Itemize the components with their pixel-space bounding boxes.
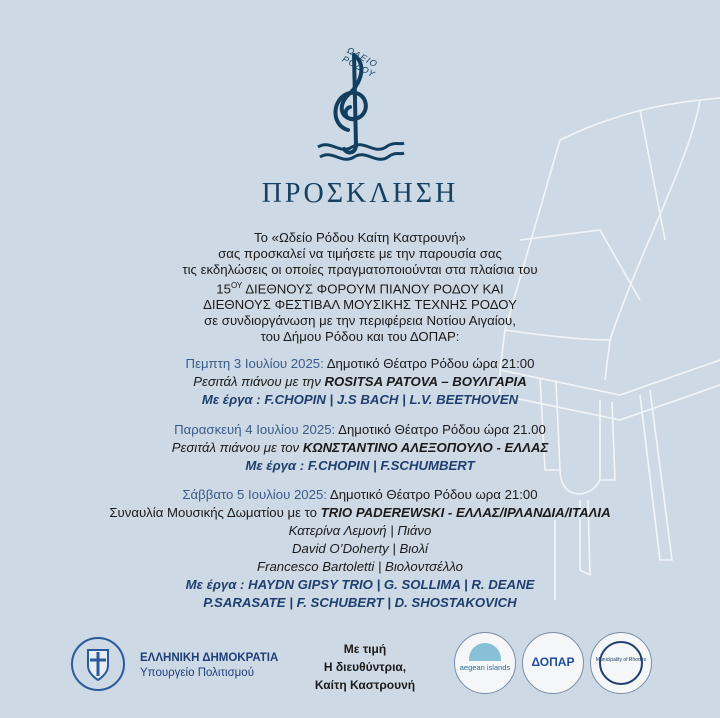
intro-line: ΔΙΕΘΝΟΥΣ ΦΕΣΤΙΒΑΛ ΜΟΥΣΙΚΗΣ ΤΕΧΝΗΣ ΡΟΔΟΥ: [203, 297, 517, 313]
ministry-title: ΕΛΛΗΝΙΚΗ ΔΗΜΟΚΡΑΤΙΑ: [140, 652, 279, 664]
event-venue: Δημοτικό Θέατρο Ρόδου ωρα 21:00: [329, 487, 538, 502]
intro-line: σας προσκαλεί να τιμήσετε με την παρουσία σας: [218, 246, 502, 261]
page-title: ΠΡΟΣΚΛΗΣΗ: [261, 178, 459, 209]
ministry-block: [140, 652, 278, 679]
greek-emblem: [70, 636, 126, 692]
musician: Κατερίνα Λεμονή | Πιάνο: [288, 523, 432, 538]
municipality-rhodes-logo: Municipality of Rhodes: [590, 632, 652, 694]
intro-line: του Δήμου Ρόδου και του ΔΟΠΑΡ:: [260, 329, 460, 345]
intro-line: σε συνδιοργάνωση με την περιφέρεια Νοτίου Αιγαίου,: [204, 313, 516, 329]
greek-coat-of-arms-icon: [70, 636, 126, 692]
municipality-seal-icon: [599, 641, 643, 685]
invitation-intro: [0, 230, 720, 345]
musician: David O’Doherty | Βιολί: [292, 541, 428, 556]
event-works: Με έργα : F.CHOPIN | F.SCHUMBERT: [245, 458, 475, 473]
event-performer: TRIO PADEREWSKI - ΕΛΛΑΣ/ΙΡΛΑΝΔΙΑ/ΙΤΑΛΙΑ: [320, 505, 611, 520]
event-performer: ΚΩΝΣΤΑΝΤΙΝΟ ΑΛΕΞΟΠΟΥΛΟ - ΕΛΛΑΣ: [302, 440, 549, 455]
intro-line: $15^{O\Upsilon}$ ΔΙΕΘΝΟΥΣ ΦΟΡΟΥΜ ΠΙΑΝΟΥ ΡΟΔΟΥ ΚΑΙ: [216, 281, 504, 297]
conservatory-logo: [310, 35, 410, 170]
event-works: Με έργα : F.CHOPIN | J.S BACH | L.V. BEETHOVEN: [201, 392, 519, 407]
intro-line: Το «Ωδείο Ρόδου Καίτη Καστρουνή»: [254, 230, 466, 245]
aegean-logo-icon: [469, 643, 501, 661]
event-venue: Δημοτικό Θέατρο Ρόδου ώρα 21:00: [326, 356, 535, 371]
edition-suffix: ΟΥ: [230, 281, 243, 290]
ministry-subtitle: Υπουργείο Πολιτισμού: [140, 667, 254, 679]
musician: Francesco Bartoletti | Βιολοντσέλλο: [257, 559, 463, 574]
edition-number: 15: [216, 281, 231, 297]
event-works: P.SARASATE | F. SCHUBERT | D. SHOSTAKOVICH: [203, 595, 517, 610]
logo-text: ΩΔΕΙΟ ΡΟΔΟΥ: [340, 45, 380, 80]
dopar-logo: ΔΟΠΑΡ: [522, 632, 584, 694]
event-2: Παρασκευή 4 Ιουλίου 2025: Δημοτικό Θέατρο Ρόδου ώρα 21.00 Ρεσιτάλ πιάνου με τον ΚΩΝΣΤΑΝΤΙΝΟ ΑΛΕΞΟΠΟΥΛΟ - ΕΛΛΑΣ Με έργα : F.CHOPIN | F.SCHUMBERT: [0, 421, 720, 475]
event-date: Σάββατο 5 Ιουλίου 2025:: [182, 487, 327, 502]
aegean-islands-logo: aegean islands: [454, 632, 516, 694]
event-works: Με έργα : HAYDN GIPSY TRIO | G. SOLLIMA | R. DEANE: [185, 577, 535, 592]
signature-block: Με τιμή Η διευθύντρια, Καίτη Καστρουνή: [314, 642, 416, 692]
event-date: Πεμπτη 3 Ιουλίου 2025:: [185, 356, 324, 371]
event-performer: ROSITSA PATOVA – ΒΟΥΛΓΑΡΙΑ: [324, 374, 527, 389]
event-date: Παρασκευή 4 Ιουλίου 2025:: [174, 422, 336, 437]
intro-line: τις εκδηλώσεις οι οποίες πραγματοποιούνται στα πλαίσια του: [182, 262, 538, 277]
event-3: Σάββατο 5 Ιουλίου 2025: Δημοτικό Θέατρο Ρόδου ωρα 21:00 Συναυλία Μουσικής Δωματίου με το TRIO PADEREWSKI - ΕΛΛΑΣ/ΙΡΛΑΝΔΙΑ/ΙΤΑΛΙΑ Κατερίνα Λεμονή | Πιάνο David O’Doherty | Βιολί Francesco Bartoletti | Βιολοντσέλλο Με έργα : HAYDN GIPSY TRIO | G. SOLLIMA | R. DEANE P.SARASATE | F. SCHUBERT | D. SHOSTAKOVICH: [0, 486, 720, 612]
event-venue: Δημοτικό Θέατρο Ρόδου ώρα 21.00: [338, 422, 546, 437]
event-1: Πεμπτη 3 Ιουλίου 2025: Δημοτικό Θέατρο Ρόδου ώρα 21:00 Ρεσιτάλ πιάνου με την ROSITSA PATOVA – ΒΟΥΛΓΑΡΙΑ Με έργα : F.CHOPIN | J.S BACH | L.V. BEETHOVEN: [0, 355, 720, 409]
